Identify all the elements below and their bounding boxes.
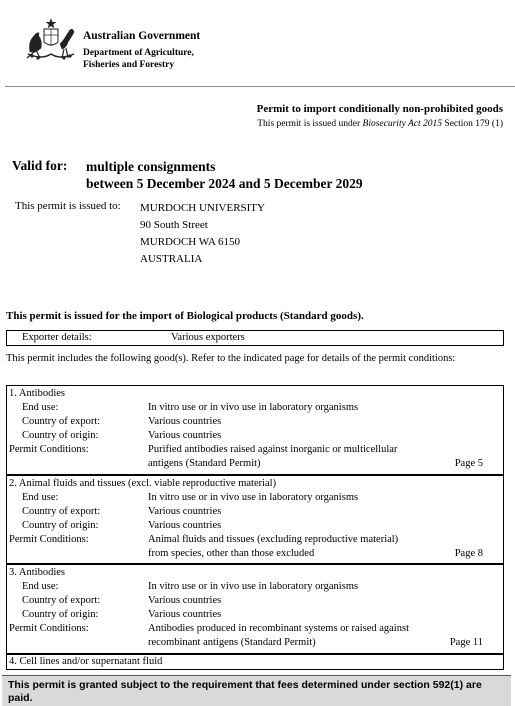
department-line-1: Department of Agriculture,	[83, 48, 194, 58]
recipient-street: 90 South Street	[140, 219, 208, 231]
permit-conditions-line-2: recombinant antigens (Standard Permit)	[148, 637, 316, 648]
exporter-details-box	[6, 330, 504, 346]
goods-item-title: 1. Antibodies	[9, 388, 66, 399]
end-use-value: In vitro use or in vivo use in laboratory organisms	[148, 581, 359, 592]
fees-notice-text: This permit is granted subject to the requirement that fees determined under section 592(1) are paid.	[8, 679, 482, 704]
header-divider	[5, 86, 515, 87]
goods-item	[6, 654, 504, 670]
permit-conditions-label: Permit Conditions:	[9, 444, 89, 455]
page-reference: Page 5	[454, 458, 483, 469]
issued-to-label: This permit is issued to:	[15, 200, 121, 212]
permit-legislation	[257, 119, 503, 129]
permit-conditions-line-2: from species, other than those excluded	[148, 548, 315, 559]
exporter-label: Exporter details:	[22, 332, 92, 343]
country-of-origin-value: Various countries	[148, 520, 222, 531]
goods-item	[6, 564, 504, 654]
country-of-export-label: Country of export:	[22, 416, 101, 427]
goods-item-title: 3. Antibodies	[9, 567, 66, 578]
goods-item	[6, 475, 504, 564]
permit-conditions-line-1: Purified antibodies raised against inorganic or multicellular	[148, 444, 398, 455]
country-of-export-value: Various countries	[148, 595, 222, 606]
end-use-value: In vitro use or in vivo use in laboratory organisms	[148, 402, 359, 413]
country-of-export-value: Various countries	[148, 416, 222, 427]
goods-item-title: 4. Cell lines and/or supernatant fluid	[9, 656, 163, 667]
exporter-value: Various exporters	[171, 332, 245, 343]
coat-of-arms-icon	[22, 18, 80, 62]
permit-conditions-line-1: Antibodies produced in recombinant systems or raised against	[148, 623, 409, 634]
recipient-suburb: MURDOCH WA 6150	[140, 236, 241, 248]
recipient-address	[140, 200, 265, 268]
country-of-export-value: Various countries	[148, 506, 222, 517]
end-use-label: End use:	[22, 402, 59, 413]
permit-title: Permit to import conditionally non-prohibited goods	[256, 103, 503, 115]
country-of-origin-label: Country of origin:	[22, 430, 99, 441]
legislation-prefix: This permit is issued under	[257, 119, 363, 129]
end-use-label: End use:	[22, 581, 59, 592]
country-of-origin-label: Country of origin:	[22, 609, 99, 620]
validity-consignments: multiple consignments	[86, 159, 216, 174]
country-of-origin-value: Various countries	[148, 609, 222, 620]
country-of-export-label: Country of export:	[22, 595, 101, 606]
fees-notice	[2, 675, 511, 706]
permit-conditions-label: Permit Conditions:	[9, 534, 89, 545]
included-goods-intro: This permit includes the following good(s). Refer to the indicated page for details of the permit conditions:	[6, 353, 456, 364]
department-line-2: Fisheries and Forestry	[83, 60, 175, 70]
validity-dates: between 5 December 2024 and 5 December 2029	[86, 176, 363, 191]
permit-conditions-line-2: antigens (Standard Permit)	[148, 458, 261, 469]
country-of-origin-value: Various countries	[148, 430, 222, 441]
country-of-export-label: Country of export:	[22, 506, 101, 517]
page-reference: Page 8	[454, 548, 483, 559]
validity-period	[86, 158, 363, 192]
department-name	[83, 47, 233, 71]
import-statement: This permit is issued for the import of Biological products (Standard goods).	[6, 310, 364, 322]
legislation-act: Biosecurity Act 2015	[362, 119, 443, 129]
recipient-country: AUSTRALIA	[140, 253, 203, 265]
end-use-label: End use:	[22, 492, 59, 503]
end-use-value: In vitro use or in vivo use in laboratory organisms	[148, 492, 359, 503]
country-of-origin-label: Country of origin:	[22, 520, 99, 531]
valid-for-label: Valid for:	[12, 158, 68, 173]
permit-conditions-line-1: Animal fluids and tissues (excluding reproductive material)	[148, 534, 399, 545]
goods-item-title: 2. Animal fluids and tissues (excl. viable reproductive material)	[9, 478, 277, 489]
goods-item	[6, 385, 504, 475]
government-name: Australian Government	[83, 30, 201, 42]
recipient-name: MURDOCH UNIVERSITY	[140, 202, 265, 214]
page-reference: Page 11	[449, 637, 483, 648]
permit-conditions-label: Permit Conditions:	[9, 623, 89, 634]
legislation-section: Section 179 (1)	[442, 119, 503, 129]
